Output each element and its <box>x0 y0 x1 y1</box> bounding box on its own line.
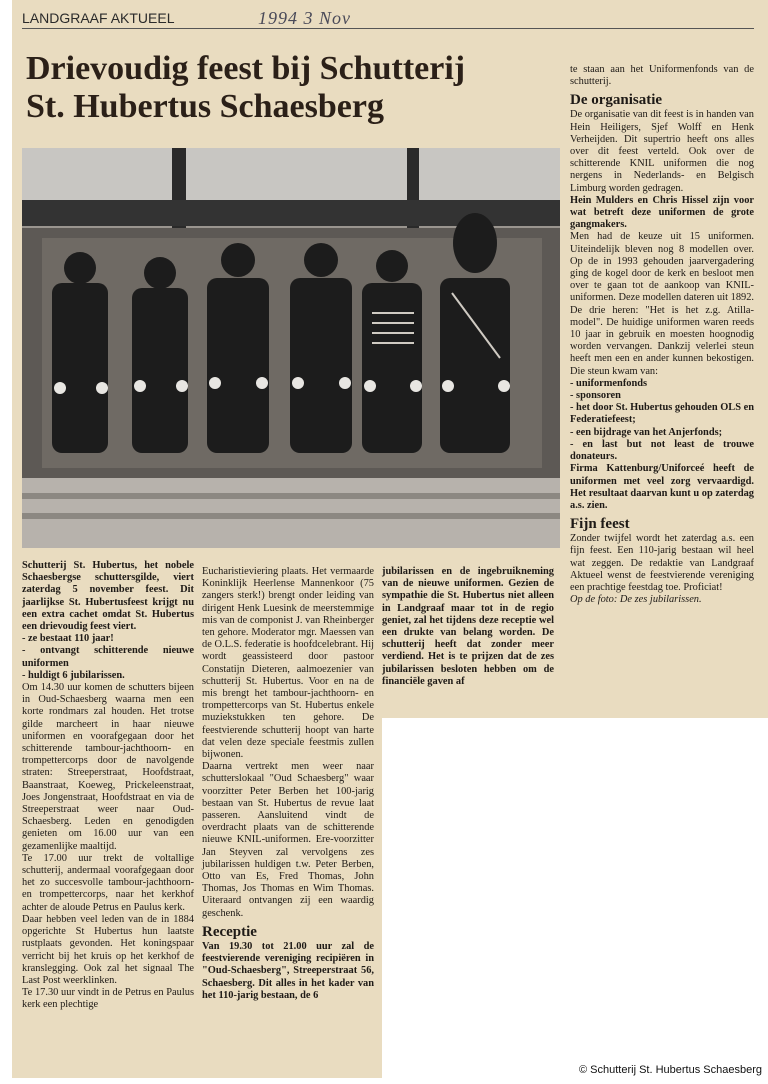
subheading-receptie: Receptie <box>202 923 257 940</box>
paragraph: jubilarissen en de ingebruikneming van de nieuwe uniformen. Gezien de sympathie die St. Hubertus niet alleen in Landgraaf maar tot in de regio geniet, zal het tijdens deze receptie wel een drukte van belang worden. De schutterij heeft dat zonder meer verdiend. Het is te prijzen dat de zes jubilarissen besloten hebben om de financiële gaven af <box>382 566 554 687</box>
paragraph: Zonder twijfel wordt het zaterdag a.s. een fijn feest. Een 110-jarig bestaan wil heel wat zeggen. De redaktie van Landgraaf Aktueel wenst de feestvierende vereniging een prachtige feestdag toe. Proficiat! <box>570 533 754 593</box>
photo-caption: Op de foto: De zes jubilarissen. <box>570 594 702 606</box>
paragraph: Men had de keuze uit 15 uniformen. Uiteindelijk bleven nog 8 modellen over. Op de in 1993 gehouden jaarvergadering ging de kogel door de kerk en besloot men over te gaan tot de aankoop van KNIL-uniformen. Deze modellen dateren uit 1892. De drie heren: "Het is het z.g. Atilla-model". De huidige uniformen waren reeds 10 jaar in gebruik en moesten hoognodig worden vervangen. Dankzij velerlei steun heeft men een en ander kunnen bekostigen. Die steun kwam van: <box>570 231 754 377</box>
subheading-fijn-feest: Fijn feest <box>570 516 630 533</box>
article-column-2 <box>202 566 374 1002</box>
paragraph: Van 19.30 tot 21.00 uur zal de feestvierende vereniging recipiëren in "Oud-Schaesberg", Streeperstraat 56, Schaesberg. Dit alles in het kader van het 110-jarig bestaan, de 6 <box>202 940 374 1001</box>
headline-line-1: Drievoudig feest bij Schutterij <box>26 50 466 87</box>
paragraph: Daarna vertrekt men weer naar schutterslokaal "Oud Schaesberg" waar voorzitter Peter Berben het 100-jarig bestaan van St. Hubertus de revue laat passeren. Aansluitend vindt de overdracht plaats van de schitterende nieuwe KNIL-uniformen. Ere-voorzitter Jan Steyven zal vervolgens zes jubilarissen huldigen t.w. Peter Berben, Otto van Es, Fred Thomas, John Thomas, Jos Thomas en Wim Thomas. Uiteraard ontvangen zij een waardig geschenk. <box>202 761 374 919</box>
article-column-3 <box>382 566 554 688</box>
bullet-anniversary: - ze bestaat 110 jaar! <box>22 633 114 645</box>
support-item: - en last but not least de trouwe donateurs. <box>570 438 754 463</box>
article-column-1 <box>22 560 194 1012</box>
paragraph: Te 17.00 uur trekt de voltallige schutterij, andermaal voorafgegaan door het zo succesvolle tambour-jachthoorn- en trompettercorps, naar het kerkhof achter de aloude Petrus en Paulus kerk. <box>22 852 194 913</box>
paragraph: Om 14.30 uur komen de schutters bijeen in Oud-Schaesberg waarna men een korte rondmars zal houden. Het trotse gilde marcheert in haar nieuwe uniformen en voorafgegaan door het schitterende tambour-jachthoorn- en trompettercorps door de navolgende straten: Streeperstraat, Hoofdstraat, Baanstraat, Koeweg, Prickeleenstraat, Joes Jongenstraat, Hoofdstraat en via de Streeperstraat weer naar Oud-Schaesberg. Leden en genodigden genieten om 16.00 uur van een gezamenlijke maaltijd. <box>22 682 194 852</box>
paragraph: Te 17.30 uur vindt in de Petrus en Paulus kerk een plechtige <box>22 987 194 1011</box>
support-item: - het door St. Hubertus gehouden OLS en Federatiefeest; <box>570 402 754 426</box>
paragraph: De organisatie van dit feest is in handen van Hein Heiligers, Sjef Wolff en Henk Verheijden. Dit supertrio heeft ons alles over dit feest verteld. Ook over de schitterende KNIL uniformen die nog nergens in Nederlands- en Belgisch Limburg worden gedragen. <box>570 109 754 194</box>
headline <box>26 50 566 126</box>
subheading-organisatie: De organisatie <box>570 92 663 109</box>
section-label: LANDGRAAF AKTUEEL <box>22 10 175 26</box>
article-column-4 <box>570 64 754 606</box>
group-photo-illustration <box>22 148 560 548</box>
paragraph: Eucharistieviering plaats. Het vermaarde Koninklijk Heerlense Mannenkoor (75 zangers sterk!) brengt onder leiding van dirigent Henk Luesink de meerstemmige mis van de componist J. van Rheinberger ten gehore. Moderator mgr. Maessen van de O.L.S. federatie is hoofdcelebrant. Hij wordt geassisteerd door pastoor Constatijn Dieteren, aalmoezenier van schutterij St. Hubertus. Voor en na de mis brengt het tambour-jachthoorn- en trompettercorps van St. Hubertus enkele muziekstukken ten gehore. De feestvierende schutterij hoopt van harte dat velen deze speciale feestmis zullen bijwonen. <box>202 566 374 761</box>
paragraph: Daar hebben veel leden van de in 1884 opgerichte St Hubertus hun laatste rustplaats gevonden. Het koningspaar verricht bij het kruis op het kerkhof de kranslegging. Ook zal het signaal The Last Post weerklinken. <box>22 913 194 986</box>
headline-line-2: St. Hubertus Schaesberg <box>26 88 384 125</box>
paragraph: Firma Kattenburg/Uniforceé heeft de uniformen met veel zorg vervaardigd. Het resultaat daarvan kunt u op zaterdag a.s. zien. <box>570 463 754 511</box>
paragraph: Hein Mulders en Chris Hissel zijn voor wat betreft deze uniformen de grote gangmakers. <box>570 194 754 231</box>
bullet-jubilarians: - huldigt 6 jubilarissen. <box>22 669 125 681</box>
paragraph: te staan aan het Uniformenfonds van de schutterij. <box>570 64 754 88</box>
header-rule <box>22 28 754 29</box>
handwritten-date: 1994 3 Nov <box>258 8 351 28</box>
support-item: - een bijdrage van het Anjerfonds; <box>570 426 723 438</box>
bullet-uniforms: - ontvangt schitterende nieuwe uniformen <box>22 645 194 669</box>
support-item: - uniformenfonds <box>570 377 648 389</box>
support-item: - sponsoren <box>570 390 621 402</box>
copyright-notice: © Schutterij St. Hubertus Schaesberg <box>579 1064 762 1076</box>
intro-paragraph: Schutterij St. Hubertus, het nobele Schaesbergse schuttersgilde, viert zaterdag 5 november feest. Dit jaarlijkse St. Hubertusfeest krijgt nu een extra cachet omdat St. Hubertus een drievoudig feest viert. <box>22 560 194 633</box>
group-photo <box>22 148 560 548</box>
